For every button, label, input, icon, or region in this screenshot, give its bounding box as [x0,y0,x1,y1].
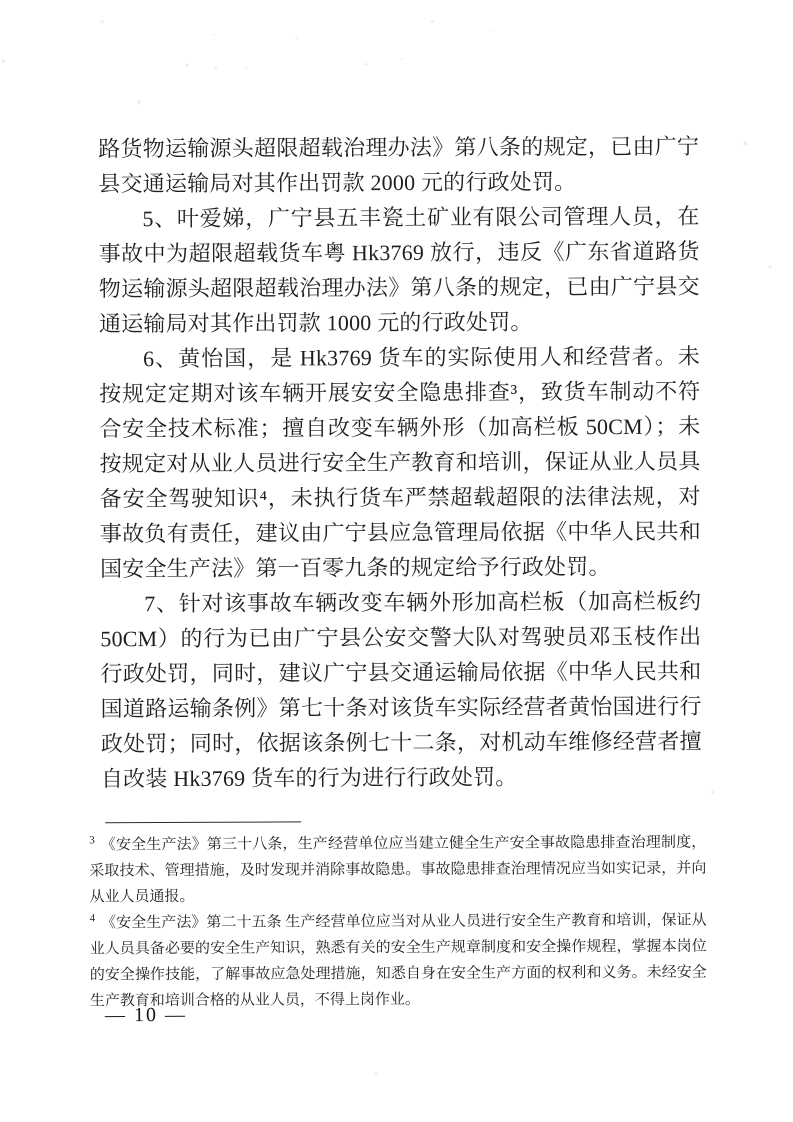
footnotes-section [89,830,707,1015]
scan-speckle [215,67,217,70]
footnote-4 [90,908,707,1015]
footnote-marker-4: 4 [89,912,96,925]
scan-speckle [137,100,141,104]
footnote-marker-3: 3 [89,834,95,847]
body-text [98,129,702,797]
scan-speckle [769,265,772,268]
scan-speckle [490,30,492,32]
footnote-3 [89,830,706,911]
scan-speckle [101,20,104,23]
page-number: — 10 — [104,1003,188,1027]
scan-speckle [374,1072,377,1075]
scan-speckle [743,141,747,145]
scan-speckle [296,37,299,39]
scan-speckle [213,34,215,36]
scan-speckle [711,791,714,794]
paragraph-item-5: 5、叶爱娣，广宁县五丰瓷土矿业有限公司管理人员，在事故中为超限超载货车粤 Hk3769 放行，违反《广东省道路货物运输源头超限超载治理办法》第八条的规定，已由广宁县交通运输局对其作出罚款 1000 元的行政处罚。 [98,203,700,337]
paragraph-item-7: 7、针对该事故车辆改变车辆外形加高栏板（加高栏板约50CM）的行为已由广宁县公安交警大队对驾驶员邓玉枝作出行政处罚，同时，建议广宁县交通运输局依据《中华人民共和国道路运输条例》第七十条对该货车实际经营者黄怡国进行行政处罚；同时，依据该条例七十二条，对机动车维修经营者擅自改装 Hk3769 货车的行为进行行政处罚。 [100,588,702,792]
paragraph-continuation: 路货物运输源头超限超载治理办法》第八条的规定，已由广宁县交通运输局对其作出罚款 2000 元的行政处罚。 [98,133,700,197]
footnote-text-3: 《安全生产法》第三十八条，生产经营单位应当建立健全生产安全事故隐患排查治理制度，采取技术、管理措施，及时发现并消除事故隐患。事故隐患排查治理情况应当如实记录，并向从业人员通报。 [89,834,707,906]
footnote-text-4: 《安全生产法》第二十五条 生产经营单位应当对从业人员进行安全生产教育和培训，保证从业人员具备必要的安全生产知识，熟悉有关的安全生产规章制度和安全操作规程，掌握本岗位的安全操作技能，了解事故应急处理措施，知悉自身在安全生产方面的权利和义务。未经安全生产教育和培训合格的从业人员，不得上岗作业。 [89,912,707,1010]
footnote-separator-line [105,821,301,823]
scan-speckle [401,58,403,60]
scan-speckle [245,68,247,70]
scan-speckle [186,64,189,67]
scan-speckle [365,63,368,65]
scan-speckle [431,20,434,23]
paragraph-item-6: 6、黄怡国，是 Hk3769 货车的实际使用人和经营者。未按规定定期对该车辆开展安安全隐患排查³，致货车制动不符合安全技术标准；擅自改变车辆外形（加高栏板 50CM）；未按规定对从业人员进行安全生产教育和培训，保证从业人员具备安全驾驶知识⁴，未执行货车严禁超载超限的法律法规，对事故负有责任，建议由广宁县应急管理局依据《中华人民共和国安全生产法》第一百零九条的规定给予行政处罚。 [99,343,701,582]
scan-speckle [2,60,5,63]
